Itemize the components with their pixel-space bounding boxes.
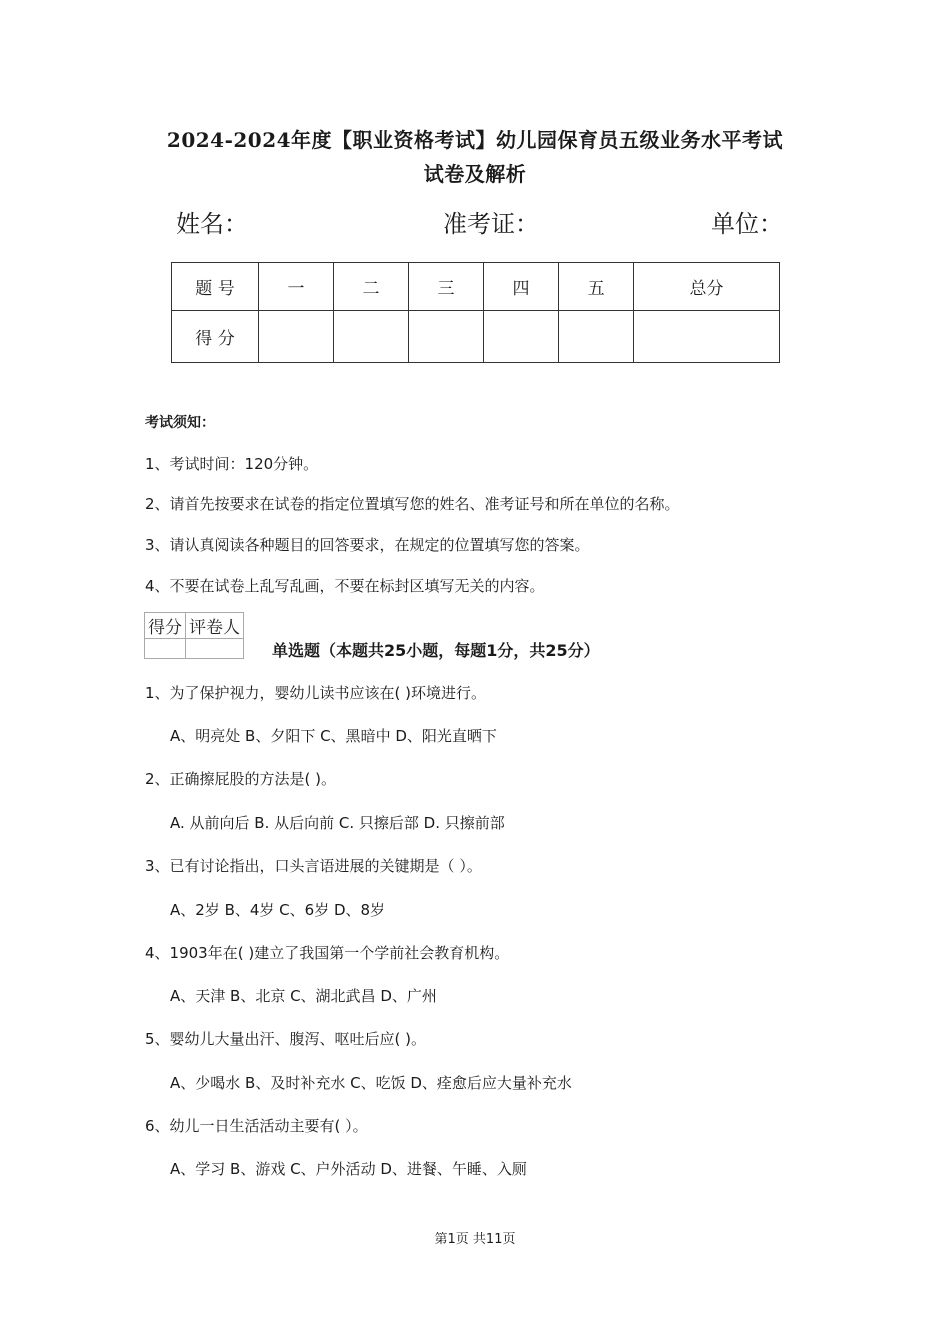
question-stem: 6、幼儿一日生活活动主要有( ）。 <box>145 1117 368 1135</box>
score-cell[interactable] <box>484 311 559 363</box>
exam-id-field-label: 准考证： <box>443 210 539 238</box>
notice-heading: 考试须知： <box>145 415 215 431</box>
notice-item: 3、请认真阅读各种题目的回答要求，在规定的位置填写您的答案。 <box>145 536 590 554</box>
grader-score-cell[interactable] <box>145 639 186 659</box>
question-stem: 3、已有讨论指出，口头言语进展的关键期是（ ）。 <box>145 857 482 875</box>
question-options: A、少喝水 B、及时补充水 C、吃饭 D、痊愈后应大量补充水 <box>170 1074 572 1092</box>
page-number: 第1页 共11页 <box>434 1232 516 1247</box>
score-cell[interactable] <box>559 311 634 363</box>
question-options: A、明亮处 B、夕阳下 C、黑暗中 D、阳光直晒下 <box>170 727 497 745</box>
score-header-cell: 总分 <box>634 263 780 311</box>
document-title-line-1: 2024-2024年度【职业资格考试】幼儿园保育员五级业务水平考试 <box>166 128 784 152</box>
grader-table <box>144 612 244 659</box>
question-options: A、天津 B、北京 C、湖北武昌 D、广州 <box>170 987 437 1005</box>
document-title-line-2: 试卷及解析 <box>423 162 527 186</box>
question-options: A、2岁 B、4岁 C、6岁 D、8岁 <box>170 901 386 919</box>
notice-item: 2、请首先按要求在试卷的指定位置填写您的姓名、准考证号和所在单位的名称。 <box>145 495 680 513</box>
score-header-cell: 四 <box>484 263 559 311</box>
question-options: A. 从前向后 B. 从后向前 C. 只擦后部 D. 只擦前部 <box>170 814 505 832</box>
score-header-cell: 一 <box>259 263 334 311</box>
score-row-label: 得 分 <box>172 311 259 363</box>
score-cell[interactable] <box>259 311 334 363</box>
question-options: A、学习 B、游戏 C、户外活动 D、进餐、午睡、入厕 <box>170 1160 527 1178</box>
score-header-cell: 题 号 <box>172 263 259 311</box>
score-cell[interactable] <box>334 311 409 363</box>
unit-field-label: 单位： <box>711 210 783 238</box>
question-stem: 2、正确擦屁股的方法是( )。 <box>145 770 337 788</box>
grader-score-label: 得分 <box>145 613 186 639</box>
score-header-cell: 二 <box>334 263 409 311</box>
notice-item: 4、不要在试卷上乱写乱画，不要在标封区填写无关的内容。 <box>145 577 545 595</box>
name-field-label: 姓名： <box>176 210 248 238</box>
question-stem: 4、1903年在( )建立了我国第一个学前社会教育机构。 <box>145 944 510 962</box>
question-stem: 1、为了保护视力，婴幼儿读书应该在( )环境进行。 <box>145 684 487 702</box>
score-header-cell: 三 <box>409 263 484 311</box>
grader-name-label: 评卷人 <box>186 613 244 639</box>
grader-name-cell[interactable] <box>186 639 244 659</box>
score-table-header-row <box>172 263 780 311</box>
section-title: 单选题（本题共25小题，每题1分，共25分） <box>272 641 600 660</box>
question-stem: 5、婴幼儿大量出汗、腹泻、呕吐后应( )。 <box>145 1030 427 1048</box>
score-cell[interactable] <box>634 311 780 363</box>
score-header-cell: 五 <box>559 263 634 311</box>
score-table <box>171 262 780 363</box>
score-table-score-row <box>172 311 780 363</box>
notice-item: 1、考试时间：120分钟。 <box>145 455 319 473</box>
score-cell[interactable] <box>409 311 484 363</box>
